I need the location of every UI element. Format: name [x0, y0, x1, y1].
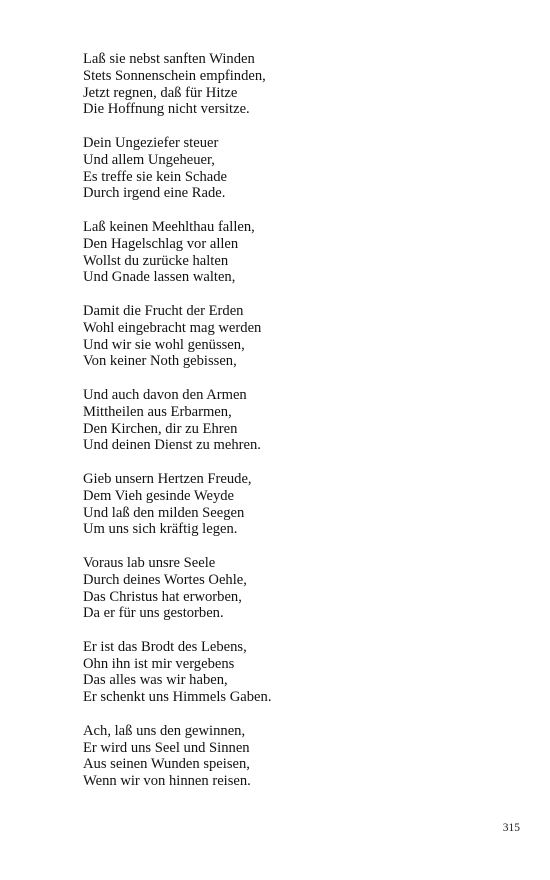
stanza	[83, 219, 503, 286]
poem-line: Wenn wir von hinnen reisen.	[83, 773, 251, 790]
poem-line: Dem Vieh gesinde Weyde	[83, 487, 235, 504]
poem-line: Den Kirchen, dir zu Ehren	[83, 420, 238, 437]
poem-line: Ohn ihn ist mir vergebens	[83, 655, 235, 672]
poem-line: Dein Ungeziefer steuer	[83, 134, 219, 151]
poem-line: Er schenkt uns Himmels Gaben.	[83, 689, 272, 706]
poem-line: Und allem Ungeheuer,	[83, 151, 215, 168]
poem-line: Durch irgend eine Rade.	[83, 185, 226, 202]
poem-line: Er ist das Brodt des Lebens,	[83, 638, 247, 655]
stanza	[83, 555, 503, 622]
poem-line: Gieb unsern Hertzen Freude,	[83, 470, 252, 487]
poem-line: Stets Sonnenschein empfinden,	[83, 67, 266, 84]
poem-line: Und auch davon den Armen	[83, 386, 247, 403]
poem-line: Das Christus hat erworben,	[83, 588, 242, 605]
poem-line: Und wir sie wohl genüssen,	[83, 336, 245, 353]
poem-line: Wohl eingebracht mag werden	[83, 319, 262, 336]
poem-line: Er wird uns Seel und Sinnen	[83, 739, 250, 756]
poem-line: Mittheilen aus Erbarmen,	[83, 403, 232, 420]
poem-line: Die Hoffnung nicht versitze.	[83, 101, 250, 118]
poem-line: Jetzt regnen, daß für Hitze	[83, 84, 238, 101]
poem-line: Den Hagelschlag vor allen	[83, 235, 239, 252]
poem-line: Es treffe sie kein Schade	[83, 168, 227, 185]
page-number: 315	[502, 822, 520, 834]
poem-line: Aus seinen Wunden speisen,	[83, 756, 250, 773]
stanza	[83, 387, 503, 454]
poem-line: Laß sie nebst sanften Winden	[83, 51, 255, 67]
poem-line: Voraus lab unsre Seele	[83, 554, 216, 571]
poem-line: Ach, laß uns den gewinnen,	[83, 722, 246, 739]
poem-line: Und Gnade lassen walten,	[83, 269, 236, 286]
poem-line: Wollst du zurücke halten	[83, 252, 229, 269]
stanza	[83, 471, 503, 538]
poem-line: Und laß den milden Seegen	[83, 504, 245, 521]
poem-line: Und deinen Dienst zu mehren.	[83, 437, 261, 454]
stanza	[83, 303, 503, 370]
poem-line: Das alles was wir haben,	[83, 672, 228, 689]
stanza	[83, 723, 503, 790]
stanza	[83, 51, 503, 118]
poem-body	[83, 51, 503, 807]
poem-line: Laß keinen Meehlthau fallen,	[83, 218, 255, 235]
stanza	[83, 135, 503, 202]
poem-line: Damit die Frucht der Erden	[83, 302, 244, 319]
poem-line: Von keiner Noth gebissen,	[83, 353, 237, 370]
poem-line: Um uns sich kräftig legen.	[83, 521, 238, 538]
stanza	[83, 639, 503, 706]
poem-line: Da er für uns gestorben.	[83, 605, 224, 622]
poem-line: Durch deines Wortes Oehle,	[83, 571, 247, 588]
